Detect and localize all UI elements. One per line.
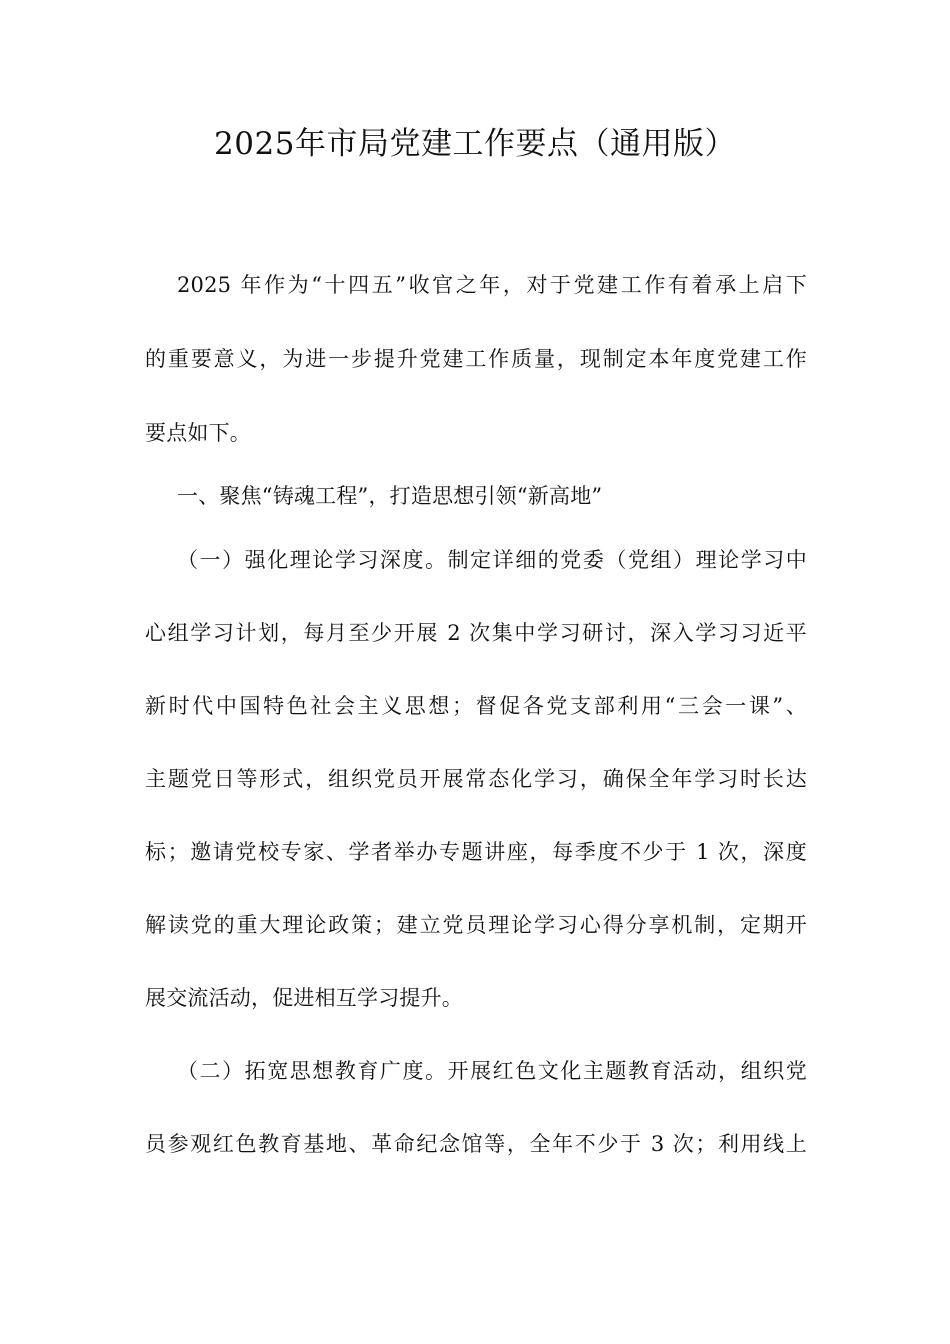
paragraph-line: 2025 年作为“十四五”收官之年，对于党建工作有着承上启下 (177, 273, 807, 297)
paragraph-line: 标；邀请党校专家、学者举办专题讲座，每季度不少于 1 次，深度 (145, 840, 807, 864)
paragraph-line: （二）拓宽思想教育广度。开展红色文化主题教育活动，组织党 (177, 1059, 807, 1083)
section-heading-text: 一、聚焦“铸魂工程”，打造思想引领“新高地” (177, 484, 603, 508)
paragraph-line: （一）强化理论学习深度。制定详细的党委（党组）理论学习中 (177, 548, 807, 572)
paragraph-line: 心组学习计划，每月至少开展 2 次集中学习研讨，深入学习习近平 (145, 621, 807, 645)
paragraph-line: 主题党日等形式，组织党员开展常态化学习，确保全年学习时长达 (145, 767, 807, 791)
paragraph-line: 解读党的重大理论政策；建立党员理论学习心得分享机制，定期开 (145, 913, 807, 937)
paragraph-line: 展交流活动，促进相互学习提升。 (145, 986, 463, 1010)
paragraph-line: 员参观红色教育基地、革命纪念馆等，全年不少于 3 次；利用线上 (145, 1132, 807, 1156)
paragraph-line: 的重要意义，为进一步提升党建工作质量，现制定本年度党建工作 (145, 347, 807, 371)
document-title: 2025年市局党建工作要点（通用版） (214, 126, 736, 162)
paragraph-line: 要点如下。 (145, 421, 251, 445)
paragraph-line: 新时代中国特色社会主义思想；督促各党支部利用“三会一课”、 (145, 694, 807, 718)
